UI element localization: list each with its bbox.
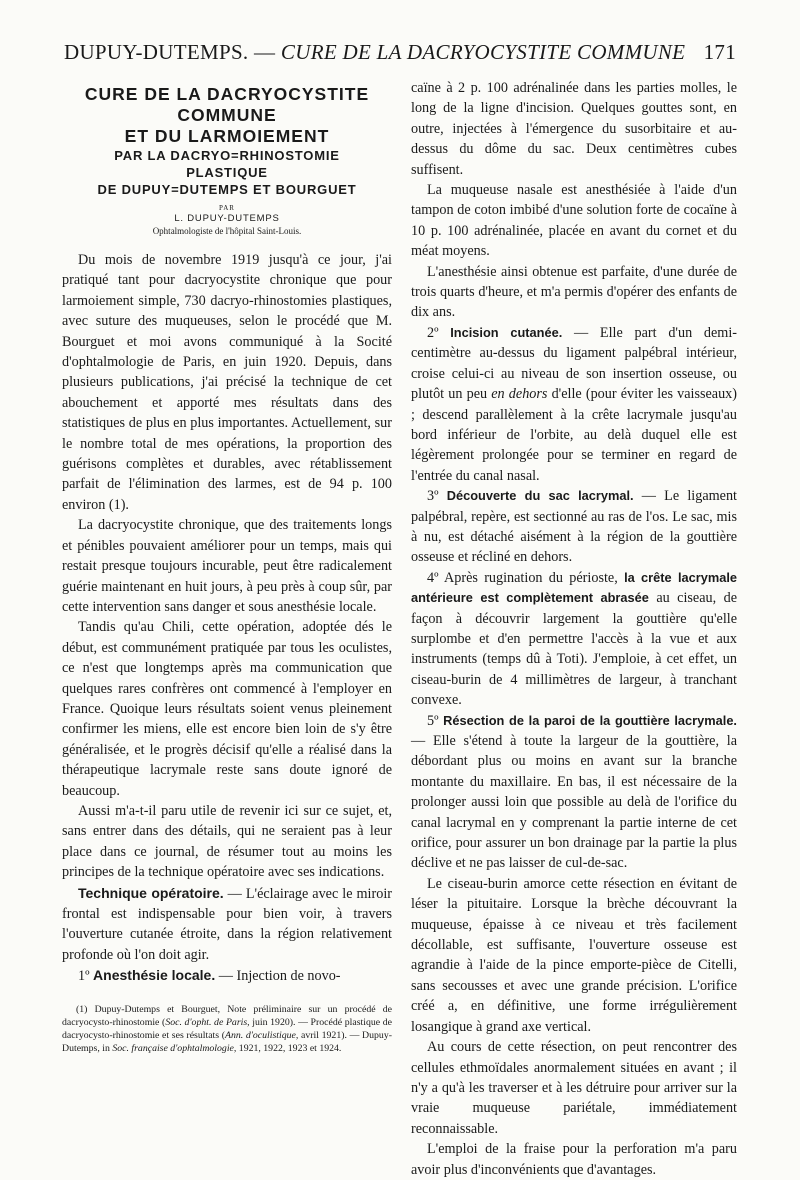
- section-heading: Technique opératoire.: [78, 884, 224, 901]
- title-line-2: COMMUNE: [177, 105, 277, 125]
- byline-par: PAR: [219, 204, 235, 212]
- page-number: 171: [703, 40, 736, 64]
- left-column: [62, 78, 392, 1055]
- paragraph: 4º Après rugination du périoste, la crête lacrymale antérieure est complètement abrasée au ciseau, de façon à découvrir largement la gouttière qu'elle surplombe et d'en permettre l'accès à la vue et aux instruments (temps dû à Toti). J'emploie, à cet effet, un ciseau-burin de 4 millimètres de largeur, à tranchant convexe.: [411, 569, 737, 709]
- paragraph: caïne à 2 p. 100 adrénalinée dans les parties molles, le long de la ligne d'incision. Quelques gouttes sont, en outre, injectées à l'émergence du susorbitaire et au-dessus du dôme du sac. Deux centimètres cubes suffisent.: [411, 80, 737, 178]
- title-line-4: PAR LA DACRYO=RHINOSTOMIE: [114, 148, 340, 163]
- paragraph: 5º Résection de la paroi de la gouttière lacrymale. — Elle s'étend à toute la largeur de la gouttière, la débordant plus ou moins en avant sur la branche montante du maxillaire. En bas, il est nécessaire de la prolonger aussi loin que possible au delà de l'orifice du canal lacrymal en y comprenant la partie interne de cet orifice, pour assurer un bon drainage par la partie la plus déclive et ne pas laisser de cul-de-sac.: [411, 712, 737, 872]
- right-column: [411, 78, 737, 1180]
- title-line-1: CURE DE LA DACRYOCYSTITE: [84, 84, 370, 104]
- paragraph: 2º Incision cutanée. — Elle part d'un demi-centimètre au-dessus du ligament palpébral intérieur, croise celui-ci au niveau de son insertion osseuse, ou plutôt un peu en dehors d'elle (pour éviter les vaisseaux) ; descend parallèlement à la crête lacrymale jusqu'au bord inférieur de l'orbite, au delà duquel elle est légèrement prolongée pour se terminer en regard de l'entrée du canal nasal.: [411, 324, 737, 484]
- running-header: [64, 40, 736, 65]
- paragraph: Tandis qu'au Chili, cette opération, adoptée dés le début, est communément pratiquée par tous les oculistes, ce n'est que longtemps après ma communication que quelques rares confrères ont commencé à l'employer en France. Quoique leurs résultats soient venus pleinement confirmer les miens, elle est encore bien loin de s'y être généralisée, et le progrès décisif qu'elle a réalisé dans la thérapeutique lacrymale reste sans doute ignoré de beaucoup.: [62, 619, 392, 799]
- paragraph: Le ciseau-burin amorce cette résection en évitant de léser la pituitaire. Lorsque la brèche découvrant la muqueuse, épaisse à ce niveau et très facilement décollable, est suffisante, l'ouverture osseuse est agrandie à l'aide de la pince emporte-pièce de Citelli, sans secousses et avec une grande précision. L'orifice créé a, en définitive, une forme irrégulièrement losangique à grand axe vertical.: [411, 875, 737, 1035]
- section-heading: Anesthésie locale.: [93, 967, 216, 984]
- paragraph: Du mois de novembre 1919 jusqu'à ce jour, j'ai pratiqué tant pour dacryocystite chronique que pour larmoiement simple, 730 dacryo-rhinostomies plastiques, avec suture des muqueuses, selon le procédé que M. Bourguet et moi avons communiqué à la Socité d'ophtalmologie de Paris, en juin 1920. Depuis, dans plusieurs publications, j'ai précisé la technique de cet abouchement et apporté mes résultats dans des statistiques de plus en plus importantes. Actuellement, sur le nombre total de mes opérations, la proportion des guérisons complètes et durables, avec rétablissement parfait de l'élimination des larmes, est de 94 p. 100 environ (1).: [62, 252, 392, 513]
- footnotes: [62, 999, 392, 1055]
- section-heading: Découverte du sac lacrymal.: [446, 488, 634, 504]
- section-heading: Incision cutanée.: [450, 324, 563, 340]
- title-line-3: ET DU LARMOIEMENT: [124, 126, 330, 146]
- section-heading: Résection de la paroi de la gouttière lacrymale.: [443, 712, 737, 728]
- section-heading: la crête lacrymale antérieure est complètement abrasée: [411, 569, 737, 606]
- header-dash: —: [254, 40, 276, 64]
- paragraph: L'emploi de la fraise pour la perforation m'a paru avoir plus d'inconvénients que d'avantages.: [411, 1141, 737, 1178]
- paragraph: La muqueuse nasale est anesthésiée à l'aide d'un tampon de coton imbibé d'une solution forte de cocaïne à 10 p. 100 adrénalinée, placée en avant du cornet et du méat moyens.: [411, 182, 737, 260]
- title-line-6: DE DUPUY=DUTEMPS ET BOURGUET: [97, 182, 357, 197]
- paragraph: La dacryocystite chronique, que des traitements longs et pénibles pouvaient améliorer pour un temps, mais qui restait presque toujours incurable, peut être radicalement guérie maintenant en huit jours, à peu près à coup sûr, par cette intervention sans danger et sous anesthésie locale.: [62, 517, 392, 615]
- article-title: [62, 84, 392, 198]
- paragraph: Aussi m'a-t-il paru utile de revenir ici sur ce sujet, et, sans entrer dans des détails, qui ne seraient pas à leur place dans ce journal, de résumer tout au moins les principes de la technique opératoire avec ses indications.: [62, 802, 392, 881]
- paragraph: 1º Anesthésie locale. — Injection de novo-: [78, 967, 341, 985]
- header-author: DUPUY-DUTEMPS.: [64, 40, 249, 64]
- paragraph: Au cours de cette résection, on peut rencontrer des cellules ethmoïdales anormalement situées en avant ; il n'y a qu'à les traverser et à les détruire pour arriver sur la vraie muqueuse pariétale, immédiatement reconnaissable.: [411, 1039, 737, 1137]
- paragraph: 3º Découverte du sac lacrymal. — Le ligament palpébral, repère, est sectionné au ras de l'os. Le sac, mis à nu, est détaché aisément à la région de la gouttière osseuse et récliné en dehors.: [411, 488, 737, 566]
- author-affiliation: Ophtalmologiste de l'hôpital Saint-Louis.: [152, 226, 302, 236]
- title-line-5: PLASTIQUE: [186, 165, 268, 180]
- header-title: CURE DE LA DACRYOCYSTITE COMMUNE: [280, 40, 686, 64]
- footnote: (1) Dupuy-Dutemps et Bourguet, Note préliminaire sur un procédé de dacryocysto-rhinostomie (Soc. d'opht. de Paris, juin 1920). — Procédé plastique de dacryocysto-rhinostomie et ses résultats (Ann. d'oculistique, avril 1921). — Dupuy-Dutemps, in Soc. française d'ophtalmologie, 1921, 1922, 1923 et 1924.: [62, 1003, 392, 1054]
- paragraph: Technique opératoire. — L'éclairage avec le miroir frontal est indispensable pour bien voir, à travers l'ouverture cutanée étroite, dans la région relativement profonde où l'on doit agir.: [62, 884, 392, 963]
- paragraph: L'anesthésie ainsi obtenue est parfaite, d'une durée de trois quarts d'heure, et m'a permis d'opérer des enfants de dix ans.: [411, 263, 737, 321]
- article-author: L. DUPUY-DUTEMPS: [174, 213, 280, 224]
